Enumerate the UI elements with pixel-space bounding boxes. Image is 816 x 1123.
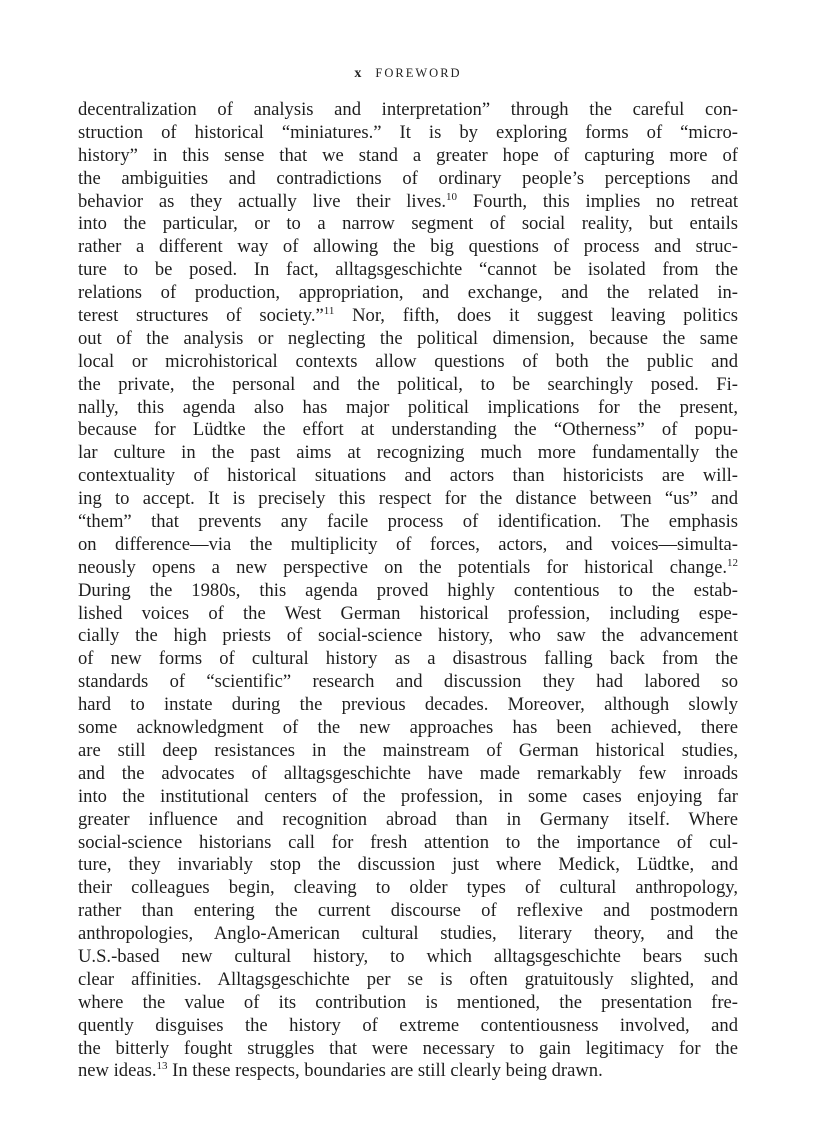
footnote-reference: 10 [446,190,458,203]
text-segment: ture to be posed. In fact, alltagsgeschichte “cannot be isolated from the [78,259,738,281]
text-line [78,168,738,191]
text-line [78,717,738,740]
text-line [78,351,738,374]
text-line [78,854,738,877]
text-line [78,305,738,328]
text-segment: into the particular, or to a narrow segment of social reality, but entails [78,213,738,235]
text-line [78,442,738,465]
text-segment: clear affinities. Alltagsgeschichte per se is often gratuitously slighted, and [78,968,738,990]
text-line [78,625,738,648]
text-segment: nally, this agenda also has major political implications for the present, [78,396,738,418]
text-segment: cially the high priests of social-science history, who saw the advancement [78,625,738,647]
text-segment: of new forms of cultural history as a disastrous falling back from the [78,648,738,670]
text-line [78,1038,738,1061]
text-line [78,99,738,122]
text-segment: hard to instate during the previous decades. Moreover, although slowly [78,694,738,716]
text-segment: where the value of its contribution is mentioned, the presentation fre- [78,991,738,1013]
text-line [78,259,738,282]
text-line [78,374,738,397]
text-segment: some acknowledgment of the new approaches has been achieved, there [78,717,738,739]
text-line [78,786,738,809]
text-line [78,992,738,1015]
text-line [78,419,738,442]
text-segment: lished voices of the West German historical profession, including espe- [78,602,738,624]
text-segment: “them” that prevents any facile process of identification. The emphasis [78,511,738,533]
text-segment: In these respects, boundaries are still clearly being drawn. [167,1060,603,1082]
section-title: FOREWORD [375,66,462,80]
text-line [78,603,738,626]
text-segment: Fourth, this implies no retreat [457,190,738,212]
text-line [78,969,738,992]
text-segment: relations of production, appropriation, and exchange, and the related in- [78,282,738,304]
text-segment: the private, the personal and the political, to be searchingly posed. Fi- [78,373,738,395]
text-segment: local or microhistorical contexts allow questions of both the public and [78,350,738,372]
text-line [78,694,738,717]
text-line [78,1015,738,1038]
text-segment: are still deep resistances in the mainstream of German historical studies, [78,739,738,761]
text-line [78,488,738,511]
text-line [78,511,738,534]
text-segment: history” in this sense that we stand a greater hope of capturing more of [78,144,738,166]
text-line [78,946,738,969]
text-line [78,328,738,351]
text-line [78,671,738,694]
footnote-reference: 12 [727,556,738,569]
text-segment: the bitterly fought struggles that were necessary to gain legitimacy for the [78,1037,738,1059]
footnote-reference: 13 [156,1060,168,1073]
text-segment: out of the analysis or neglecting the political dimension, because the same [78,327,738,349]
text-line [78,1060,738,1083]
text-segment: social-science historians call for fresh attention to the importance of cul- [78,831,738,853]
text-line [78,877,738,900]
text-segment: During the 1980s, this agenda proved highly contentious to the estab- [78,579,738,601]
text-segment: U.S.-based new cultural history, to which alltagsgeschichte bears such [78,945,738,967]
text-line [78,648,738,671]
text-line [78,236,738,259]
text-segment: behavior as they actually live their lives. [78,190,447,212]
text-line [78,145,738,168]
text-line [78,832,738,855]
text-segment: because for Lüdtke the effort at understanding the “Otherness” of popu- [78,419,738,441]
text-segment: neously opens a new perspective on the potentials for historical change. [78,556,727,578]
text-segment: on difference—via the multiplicity of forces, actors, and voices—simulta- [78,533,738,555]
text-segment: contextuality of historical situations and actors than historicists are will- [78,465,738,487]
text-line [78,534,738,557]
text-segment: greater influence and recognition abroad than in Germany itself. Where [78,808,738,830]
text-segment: their colleagues begin, cleaving to older types of cultural anthropology, [78,877,738,899]
text-segment: and the advocates of alltagsgeschichte have made remarkably few inroads [78,762,738,784]
text-segment: lar culture in the past aims at recognizing much more fundamentally the [78,442,738,464]
body-text [78,99,738,1083]
text-line [78,580,738,603]
text-line [78,557,738,580]
text-line [78,809,738,832]
text-line [78,465,738,488]
text-segment: Nor, fifth, does it suggest leaving politics [334,305,738,327]
running-head [0,66,816,82]
text-line [78,122,738,145]
text-segment: struction of historical “miniatures.” It is by exploring forms of “micro- [78,121,738,143]
text-segment: new ideas. [78,1060,157,1082]
footnote-reference: 11 [323,305,335,318]
text-line [78,923,738,946]
text-segment: the ambiguities and contradictions of ordinary people’s perceptions and [78,167,738,189]
text-segment: rather than entering the current discourse of reflexive and postmodern [78,900,738,922]
text-line [78,763,738,786]
text-segment: ture, they invariably stop the discussion just where Medick, Lüdtke, and [78,854,738,876]
text-line [78,740,738,763]
text-segment: anthropologies, Anglo-American cultural studies, literary theory, and the [78,923,738,945]
text-line [78,213,738,236]
text-line [78,900,738,923]
text-segment: into the institutional centers of the profession, in some cases enjoying far [78,785,738,807]
text-segment: terest structures of society.” [78,305,324,327]
text-segment: decentralization of analysis and interpretation” through the careful con- [78,99,738,120]
text-segment: rather a different way of allowing the big questions of process and struc- [78,236,738,258]
page-number: x [354,66,362,81]
text-segment: standards of “scientific” research and discussion they had labored so [78,671,738,693]
text-line [78,282,738,305]
text-line [78,397,738,420]
text-segment: ing to accept. It is precisely this respect for the distance between “us” and [78,488,738,510]
text-segment: quently disguises the history of extreme contentiousness involved, and [78,1014,738,1036]
text-line [78,191,738,214]
